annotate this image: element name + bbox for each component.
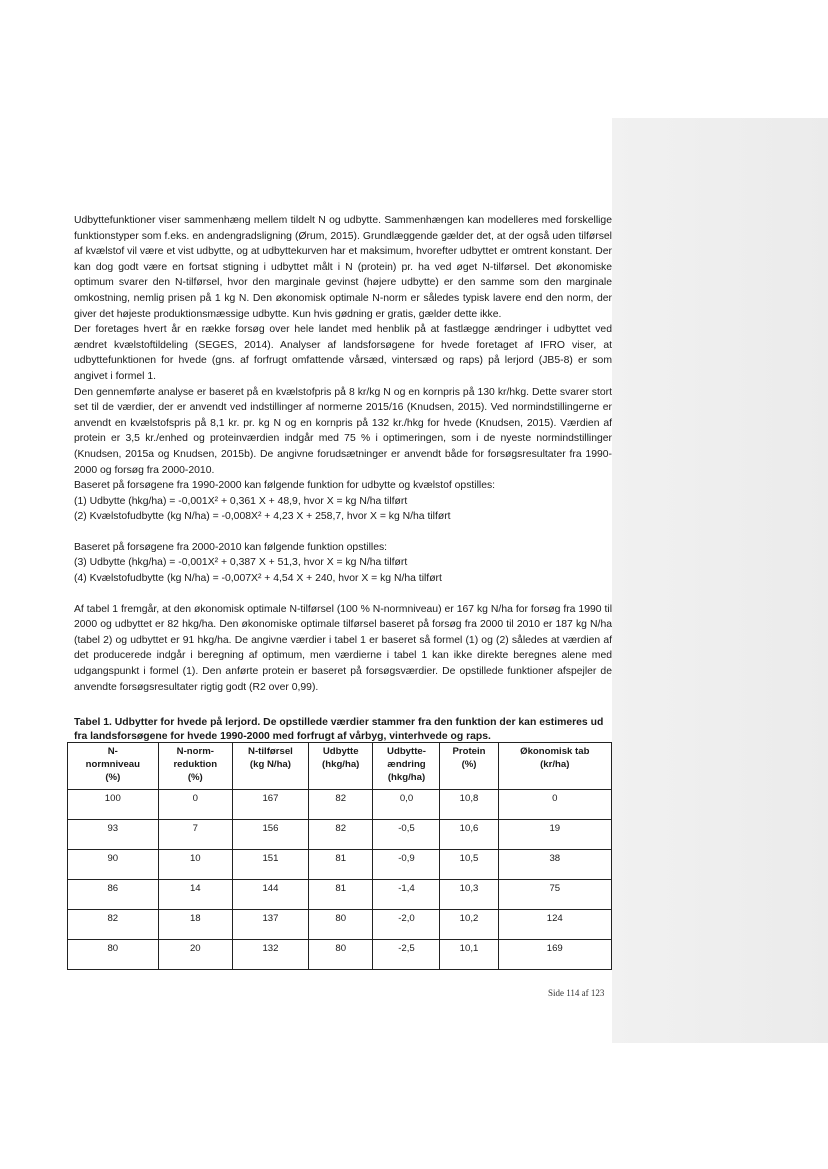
cell-udbytteaendring: -0,9 (373, 850, 440, 880)
cell-normniveau: 82 (68, 910, 159, 940)
cell-udbytte: 81 (308, 850, 373, 880)
header-reduktion: N-norm- reduktion (%) (158, 743, 232, 790)
cell-protein: 10,3 (440, 880, 498, 910)
cell-reduktion: 10 (158, 850, 232, 880)
cell-normniveau: 100 (68, 790, 159, 820)
cell-n-tilfoersel: 137 (232, 910, 308, 940)
cell-protein: 10,1 (440, 940, 498, 970)
header-udbytte: Udbytte (hkg/ha) (308, 743, 373, 790)
cell-n-tilfoersel: 156 (232, 820, 308, 850)
body-text (74, 213, 612, 695)
cell-udbytte: 82 (308, 820, 373, 850)
table-row (68, 790, 612, 820)
cell-oekonomisk-tab: 124 (498, 910, 611, 940)
cell-n-tilfoersel: 167 (232, 790, 308, 820)
header-udbytteaendring: Udbytte- ændring (hkg/ha) (373, 743, 440, 790)
formula-intro-1990: Baseret på forsøgene fra 1990-2000 kan følgende funktion for udbytte og kvælstof opstilles: (74, 480, 496, 492)
cell-udbytteaendring: -0,5 (373, 820, 440, 850)
cell-reduktion: 20 (158, 940, 232, 970)
table-row (68, 880, 612, 910)
cell-reduktion: 14 (158, 880, 232, 910)
cell-normniveau: 93 (68, 820, 159, 850)
cell-udbytte: 81 (308, 880, 373, 910)
cell-normniveau: 80 (68, 940, 159, 970)
cell-oekonomisk-tab: 38 (498, 850, 611, 880)
cell-normniveau: 86 (68, 880, 159, 910)
cell-udbytte: 80 (308, 940, 373, 970)
cell-reduktion: 0 (158, 790, 232, 820)
cell-protein: 10,8 (440, 790, 498, 820)
header-oekonomisk-tab: Økonomisk tab (kr/ha) (498, 743, 611, 790)
cell-reduktion: 7 (158, 820, 232, 850)
cell-protein: 10,5 (440, 850, 498, 880)
cell-n-tilfoersel: 151 (232, 850, 308, 880)
table-row (68, 910, 612, 940)
table-header-row (68, 743, 612, 790)
cell-udbytteaendring: -2,0 (373, 910, 440, 940)
header-normniveau: N- normniveau (%) (68, 743, 159, 790)
table-caption: Tabel 1. Udbytter for hvede på lerjord. De opstillede værdier stammer fra den funktion der kan estimeres ud fra landsforsøgene for hvede 1990-2000 med forfrugt af vårbyg, vinterhvede og raps. (74, 717, 604, 742)
paragraph-forsoeg: Der foretages hvert år en række forsøg over hele landet med henblik på at fastlægge ændringer i udbyttet ved ændret kvælstoftildeling (SEGES, 2014). Analyser af landsforsøgene for hvede foretaget af IFRO viser, at udbyttefunktionen for hvede (gns. af forfrugt omfattende vårsæd, vintersæd og raps) på lerjord (JB5-8) er som angivet i formel 1. (74, 324, 612, 382)
cell-udbytteaendring: -2,5 (373, 940, 440, 970)
cell-protein: 10,2 (440, 910, 498, 940)
cell-n-tilfoersel: 132 (232, 940, 308, 970)
spacer (74, 587, 612, 602)
table-row (68, 940, 612, 970)
cell-n-tilfoersel: 144 (232, 880, 308, 910)
cell-udbytteaendring: 0,0 (373, 790, 440, 820)
cell-udbytteaendring: -1,4 (373, 880, 440, 910)
cell-oekonomisk-tab: 19 (498, 820, 611, 850)
formula-2: (2) Kvælstofudbytte (kg N/ha) = -0,008X² + 4,23 X + 258,7, hvor X = kg N/ha tilført (74, 511, 451, 523)
cell-reduktion: 18 (158, 910, 232, 940)
header-protein: Protein (%) (440, 743, 498, 790)
cell-oekonomisk-tab: 75 (498, 880, 611, 910)
formula-1: (1) Udbytte (hkg/ha) = -0,001X² + 0,361 X + 48,9, hvor X = kg N/ha tilført (74, 495, 408, 507)
paragraph-analyse: Den gennemførte analyse er baseret på en kvælstofpris på 8 kr/kg N og en kornpris på 130 kr/hkg. Dette svarer stort set til de værdier, der er anvendt ved indstillinger af normerne 2015/16 (Knudsen, 2015). Ved normindstillingerne er anvendt en kvælstofspris på 8,1 kr. pr. kg N og en kornpris på 132 kr./hkg for hvede (Knudsen, 2015). Værdien af protein er 3,5 kr./enhed og proteinværdien indgår med 75 % i optimeringen, som i de nyeste normindstillinger (Knudsen, 2015a og Knudsen, 2015b). De angivne forudsætninger er anvendt både for forsøgsresultater fra 1990-2000 og forsøg fra 2000-2010. (74, 386, 612, 476)
scan-shadow (612, 118, 828, 1043)
table-row (68, 850, 612, 880)
table-row (68, 820, 612, 850)
page-number: Side 114 af 123 (548, 988, 605, 998)
spacer (74, 525, 612, 540)
cell-normniveau: 90 (68, 850, 159, 880)
cell-oekonomisk-tab: 0 (498, 790, 611, 820)
paragraph-conclusion: Af tabel 1 fremgår, at den økonomisk optimale N-tilførsel (100 % N-normniveau) er 167 kg N/ha for forsøg fra 1990 til 2000 og udbyttet er 82 hkg/ha. Den økonomiske optimale tilførsel baseret på forsøg fra 2000 til 2010 er 187 kg N/ha (tabel 2) og udbyttet er 91 hkg/ha. De angivne værdier i tabel 1 er baseret så formel (1) og (2) således at værdien af det producerede indgår i beregning af optimum, men værdierne i tabel 1 kan ikke direkte beregnes alene med udgangspunkt i formel (1). Den anførte protein er baseret på forsøgsværdier. De opstillede funktioner afspejler de anvendte forsøgsresultater rigtig godt (R2 over 0,99). (74, 603, 612, 693)
yield-table (67, 742, 612, 970)
cell-protein: 10,6 (440, 820, 498, 850)
cell-oekonomisk-tab: 169 (498, 940, 611, 970)
formula-4: (4) Kvælstofudbytte (kg N/ha) = -0,007X² + 4,54 X + 240, hvor X = kg N/ha tilført (74, 573, 442, 585)
formula-intro-2000: Baseret på forsøgene fra 2000-2010 kan følgende funktion opstilles: (74, 541, 388, 553)
formula-3: (3) Udbytte (hkg/ha) = -0,001X² + 0,387 X + 51,3, hvor X = kg N/ha tilført (74, 557, 408, 569)
cell-udbytte: 80 (308, 910, 373, 940)
paragraph-udbyttefunktioner: Udbyttefunktioner viser sammenhæng mellem tildelt N og udbytte. Sammenhængen kan modelleres med forskellige funktionstyper som f.eks. en andengradsligning (Ørum, 2015). Grundlæggende gælder det, at der også uden tilførsel af kvælstof vil være et vist udbytte, og at udbyttekurven har et maksimum, hvorefter udbyttet er omtrent konstant. Der kan dog godt være en fortsat stigning i udbyttet målt i N (protein) pr. ha ved øget N-tilførsel. Det økonomiske optimum svarer den N-tilførsel, hvor den marginale gevinst (højere udbytte) er den samme som den marginale omkostning, nemlig prisen på 1 kg N. Den økonomisk optimale N-norm er således typisk lavere end den norm, der giver det højeste produktionsmæssige udbytte. Kun hvis gødning er gratis, gælder dette ikke. (74, 215, 612, 320)
header-n-tilfoersel: N-tilførsel (kg N/ha) (232, 743, 308, 790)
cell-udbytte: 82 (308, 790, 373, 820)
